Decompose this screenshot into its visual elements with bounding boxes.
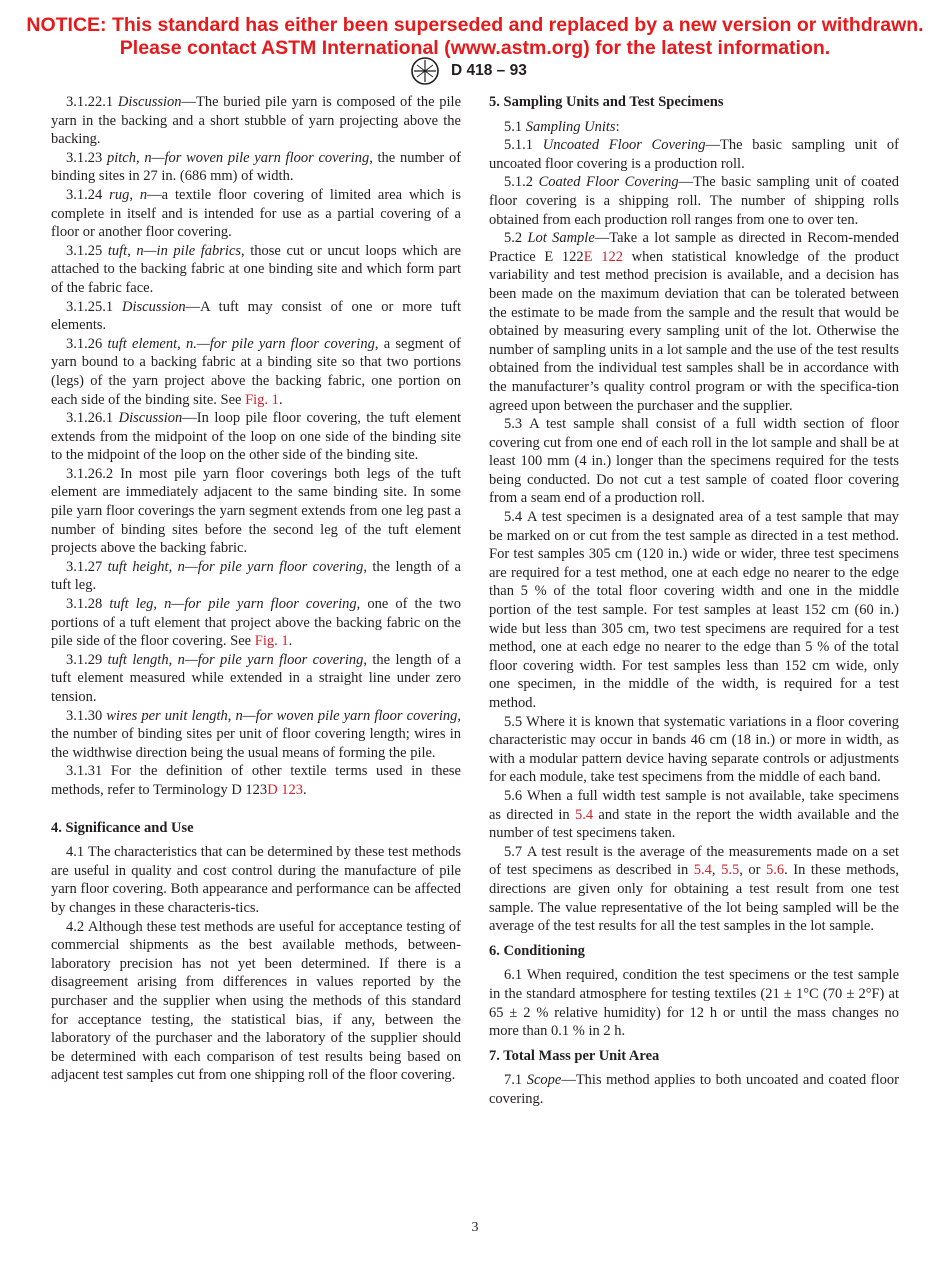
left-column: [51, 93, 461, 1085]
section-5-4-link[interactable]: 5.4: [693, 862, 712, 879]
paragraph-4-1: 4.1 The characteristics that can be determined by these test methods are useful in quality and cost control during the manufacture of pile yarn floor covering. Both appearance and performance can be affected by changes in these characteris-tics.: [51, 844, 462, 916]
d-123-link[interactable]: D 123: [267, 781, 304, 798]
paragraph-3-1-26-1: 3.1.26.1 Discussion—In loop pile floor covering, the tuft element extends from the midpoint of the loop on one side of the binding site to the midpoint of the loop on the other side of the binding site.: [51, 410, 461, 464]
paragraph-5-5: 5.5 Where it is known that systematic variations in a floor covering characteristic may occur in bands 46 cm (18 in.) or more in width, as with a modular pattern device having separate controls or adjustments for each module, take test specimens from the middle of each band.: [489, 713, 900, 786]
paragraph-5-2: 5.2 Lot Sample—Take a lot sample as directed in Recom-mended Practice E 122E 122 when statistical knowledge of the product variability and test method precision is available, and a decision has been made on the maximum deviation that can be tolerated between the estimate to be made from the sample and the result that would be obtained by measuring every sampling unit of the lot. Otherwise the number of sampling units in a lot sample and the use of the test results obtained from the individual test samples shall be in accordance with the manufacturer’s quality control program or with the specifica-tion agreed upon between the purchaser and the supplier.: [489, 230, 900, 414]
standard-designation: D 418 – 93: [451, 62, 527, 79]
section-5-5-link[interactable]: 5.5: [721, 862, 740, 879]
paragraph-3-1-26-2: 3.1.26.2 In most pile yarn floor coverings both legs of the tuft element are immediately adjacent to the same binding site. In some pile yarn floor coverings the yarn segment extends from one leg past a number of binding sites before the second leg of the tuft element projects above the backing fabric.: [51, 465, 461, 557]
section-5-6-link[interactable]: 5.6: [766, 862, 785, 879]
paragraph-3-1-29: 3.1.29 tuft length, n—for pile yarn floor covering, the length of a tuft element measured while extended in a straight line under zero tension.: [51, 651, 461, 705]
astm-logo-icon: [405, 56, 445, 86]
section-7-heading: 7. Total Mass per Unit Area: [489, 1047, 660, 1064]
paragraph-3-1-25: 3.1.25 tuft, n—in pile fabrics, those cut or uncut loops which are attached to the backing fabric at one binding site and which form part of the fabric face.: [51, 242, 461, 296]
paragraph-3-1-28: 3.1.28 tuft leg, n—for pile yarn floor covering, one of the two portions of a tuft element that project above the backing fabric on the pile side of the floor covering. See Fig. 1.: [51, 596, 461, 650]
page-number: 3: [471, 1220, 479, 1235]
paragraph-5-6: 5.6 When a full width test sample is not available, take specimens as directed in 5.4 and state in the report the width available and the number of test specimens taken.: [489, 787, 899, 842]
paragraph-5-1-2: 5.1.2 Coated Floor Covering—The basic sampling unit of coated floor covering is a shipping roll. The number of shipping rolls obtained from each production roll ranges from one to over ten.: [489, 174, 899, 228]
section-4-heading: 4. Significance and Use: [51, 819, 194, 836]
section-5-4-link[interactable]: 5.4: [574, 806, 594, 823]
figure-1-link[interactable]: Fig. 1: [254, 633, 289, 650]
e-122-link[interactable]: E 122: [583, 248, 623, 265]
withdrawal-notice: [0, 14, 950, 60]
paragraph-3-1-30: 3.1.30 wires per unit length, n—for woven pile yarn floor covering, the number of binding sites per unit of floor covering length; wires in the widthwise direction being the usual means of forming the pile.: [51, 707, 462, 761]
paragraph-3-1-24: 3.1.24 rug, n—a textile floor covering of limited area which is complete in itself and is intended for use as a partial covering of a floor or another floor covering.: [51, 186, 461, 241]
paragraph-3-1-22-1: 3.1.22.1 Discussion—The buried pile yarn is composed of the pile yarn in the backing and a short stubble of yarn projecting above the backing.: [51, 94, 462, 148]
paragraph-5-1: 5.1 Sampling Units:: [504, 118, 620, 135]
paragraph-5-3: 5.3 A test sample shall consist of a full width section of floor covering cut from one end of each roll in the lot sample and shall be at least 100 mm (4 in.) longer than the specimens required for the tests being conducted. Do not cut a test sample of coated floor covering from a seam end of a production roll.: [489, 416, 899, 507]
paragraph-3-1-23: 3.1.23 pitch, n—for woven pile yarn floor covering, the number of binding sites in 27 in. (686 mm) of width.: [51, 149, 462, 185]
paragraph-3-1-25-1: 3.1.25.1 Discussion—A tuft may consist of one or more tuft elements.: [51, 298, 462, 334]
paragraph-3-1-31: 3.1.31 For the definition of other textile terms used in these methods, refer to Terminology D 123D 123.: [51, 763, 461, 798]
notice-line-2: Please contact ASTM International (www.astm.org) for the latest information.: [119, 37, 831, 59]
paragraph-4-2: 4.2 Although these test methods are useful for acceptance testing of commercial shipments as the best available methods, between-laboratory precision has not yet been determined. If there is a disagreement arising from differences in values reported by the purchaser and the supplier when using the methods of this standard for acceptance testing, the statistical bias, if any, between the laboratory of the purchaser and the laboratory of the supplier should be determined with each comparison of test results being based on adjacent test samples cut from one shipping roll of the floor covering.: [51, 918, 461, 1084]
paragraph-5-1-1: 5.1.1 Uncoated Floor Covering—The basic sampling unit of uncoated floor covering is a production roll.: [489, 137, 899, 172]
section-5-heading: 5. Sampling Units and Test Specimens: [489, 94, 724, 110]
notice-line-1: NOTICE: This standard has either been superseded and replaced by a new version or withdrawn.: [26, 14, 924, 36]
figure-1-link[interactable]: Fig. 1: [245, 391, 279, 408]
document-header: [405, 56, 527, 86]
paragraph-5-7: 5.7 A test result is the average of the measurements made on a set of test specimens as described in 5.4, 5.5, or 5.6. In these methods, directions are given only for obtaining a test result from one test sample. The value representative of the lot being sampled will be the average of the test results for all the test samples in the lot sample.: [489, 843, 900, 935]
paragraph-3-1-26: 3.1.26 tuft element, n.—for pile yarn floor covering, a segment of yarn bound to a backing fabric at a binding site so that two portions (legs) of the yarn project above the backing fabric, one portion on each side of the binding site. See Fig. 1.: [51, 335, 461, 408]
paragraph-7-1: 7.1 Scope—This method applies to both uncoated and coated floor covering.: [489, 1072, 899, 1107]
paragraph-3-1-27: 3.1.27 tuft height, n—for pile yarn floor covering, the length of a tuft leg.: [51, 558, 461, 594]
section-6-heading: 6. Conditioning: [489, 942, 585, 959]
right-column: [489, 93, 899, 1108]
paragraph-5-4: 5.4 A test specimen is a designated area of a test sample that may be marked on or cut from the test sample as directed in a test method. For test samples 305 cm (120 in.) wide or wider, three test specimens are required for a test method, one at each edge no nearer to the edge than 5 % of the total floor covering width and one in the middle portion of the test sample. For test samples at least 152 cm (60 in.) wide but less than 305 cm, two test specimens are required for a test method, one at each edge no nearer to the edge than 5 % of the total floor covering width. For test samples less than 152 cm wide, only one specimen, in the middle of the width, is required for a test method.: [489, 509, 900, 711]
paragraph-6-1: 6.1 When required, condition the test specimens or the test sample in the standard atmosphere for testing textiles (21 ± 1°C (70 ± 2°F) at 65 ± 2 % relative humidity) for 12 h or until the mass changes no more than 0.1 % in 2 h.: [489, 967, 900, 1040]
